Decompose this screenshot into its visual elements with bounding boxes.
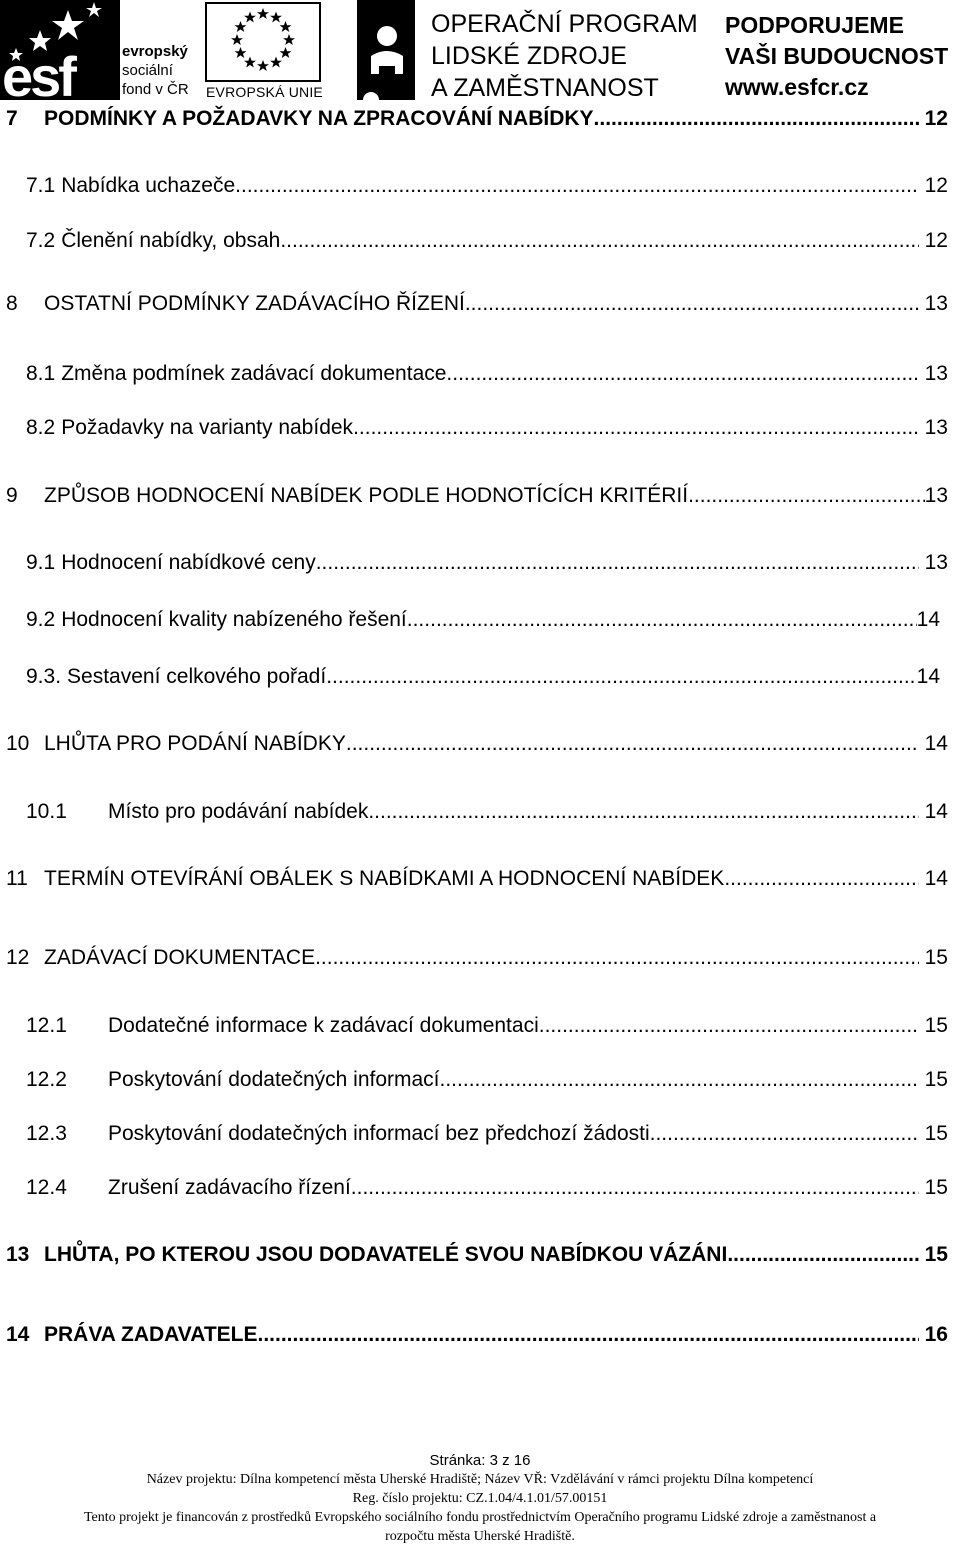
toc-entry[interactable] xyxy=(26,1173,948,1203)
toc-entry-page: 13 xyxy=(918,362,948,385)
toc-entry[interactable] xyxy=(6,1240,948,1270)
toc-dot-leader xyxy=(688,481,925,511)
toc-entry-number: 10 xyxy=(6,732,30,755)
toc-entry-page: 15 xyxy=(918,946,948,969)
esf-name-line1: evropský xyxy=(122,43,188,60)
slogan-line2: VAŠI BUDOUCNOST xyxy=(725,43,949,69)
toc-entry[interactable] xyxy=(26,605,940,635)
toc-entry-title: Místo pro podávání nabídek xyxy=(108,800,369,823)
toc-entry[interactable] xyxy=(6,289,948,319)
toc-entry-number: 7 xyxy=(6,107,18,130)
toc-dot-leader xyxy=(235,171,919,201)
toc-entry-number: 8.2 xyxy=(26,416,56,439)
footer-funding-note: Tento projekt je financován z prostředků Evropského sociálního fondu prostřednictvím Operačního programu Lidské zdroje a zaměstnanost a xyxy=(83,1510,877,1525)
toc-entry-page: 12 xyxy=(918,174,948,197)
toc-entry-title: Změna podmínek zadávací dokumentace xyxy=(61,362,447,385)
toc-entry-title: Dodatečné informace k zadávací dokumentaci xyxy=(108,1014,539,1037)
toc-entry-title: ZADÁVACÍ DOKUMENTACE xyxy=(44,946,316,969)
toc-entry[interactable] xyxy=(6,864,948,894)
toc-entry[interactable] xyxy=(26,797,948,827)
toc-entry-number: 7.2 xyxy=(26,229,56,252)
toc-dot-leader xyxy=(258,1320,919,1350)
toc-entry-number: 10.1 xyxy=(26,800,67,823)
toc-entry-page: 12 xyxy=(918,107,948,130)
toc-entry-page: 15 xyxy=(918,1122,948,1145)
toc-entry-number: 11 xyxy=(6,867,28,890)
toc-entry[interactable] xyxy=(6,943,948,973)
toc-dot-leader xyxy=(724,864,918,894)
toc-entry-title: Poskytování dodatečných informací xyxy=(108,1068,440,1091)
toc-dot-leader xyxy=(594,104,919,134)
toc-entry-title: LHŮTA PRO PODÁNÍ NABÍDKY xyxy=(44,732,346,755)
toc-entry[interactable] xyxy=(6,1320,948,1350)
toc-dot-leader xyxy=(465,289,919,319)
esf-name-line3: fond v ČR xyxy=(122,81,189,98)
toc-dot-leader xyxy=(326,662,916,692)
program-title-line2: LIDSKÉ ZDROJE xyxy=(431,42,627,70)
toc-dot-leader xyxy=(351,1173,919,1203)
toc-entry-number: 9.2 xyxy=(26,608,56,631)
toc-entry-page: 13 xyxy=(924,484,948,507)
footer-registration-number: Reg. číslo projektu: CZ.1.04/4.1.01/57.00151 xyxy=(352,1491,608,1506)
svg-text:esf: esf xyxy=(2,45,74,100)
toc-dot-leader xyxy=(539,1011,919,1041)
toc-entry-number: 9 xyxy=(6,484,18,507)
toc-entry[interactable] xyxy=(26,413,948,443)
toc-entry-page: 14 xyxy=(918,800,948,823)
toc-dot-leader xyxy=(315,943,919,973)
toc-entry[interactable] xyxy=(26,548,948,578)
toc-dot-leader xyxy=(368,797,918,827)
toc-entry-title: Hodnocení kvality nabízeného řešení xyxy=(61,608,407,631)
toc-entry-number: 12.2 xyxy=(26,1068,67,1091)
footer-funding-note-cont: rozpočtu města Uherské Hradiště. xyxy=(385,1529,575,1544)
toc-entry-number: 12.1 xyxy=(26,1014,67,1037)
toc-entry-page: 14 xyxy=(918,732,948,755)
eu-caption: EVROPSKÁ UNIE xyxy=(206,84,323,100)
toc-entry-page: 14 xyxy=(916,608,940,631)
toc-dot-leader xyxy=(727,1240,918,1270)
toc-entry[interactable] xyxy=(26,662,940,692)
toc-dot-leader xyxy=(346,729,919,759)
toc-entry-title: Nabídka uchazeče xyxy=(61,174,236,197)
eu-flag-icon xyxy=(205,2,321,82)
toc-entry-page: 14 xyxy=(918,867,948,890)
esf-name xyxy=(122,42,189,99)
esf-name-line2: sociální xyxy=(122,62,173,79)
toc-entry-number: 8.1 xyxy=(26,362,56,385)
toc-entry-page: 12 xyxy=(918,229,948,252)
slogan-line1: PODPORUJEME xyxy=(725,12,904,38)
toc-entry-page: 15 xyxy=(918,1014,948,1037)
website-link[interactable]: www.esfcr.cz xyxy=(725,74,869,100)
toc-entry-number: 12 xyxy=(6,946,30,969)
toc-entry-title: PODMÍNKY A POŽADAVKY NA ZPRACOVÁNÍ NABÍDKY xyxy=(44,107,594,130)
page-header xyxy=(0,0,960,100)
toc-entry-page: 13 xyxy=(918,416,948,439)
toc-dot-leader xyxy=(353,413,919,443)
toc-entry[interactable] xyxy=(26,359,948,389)
toc-entry-page: 15 xyxy=(918,1176,948,1199)
toc-entry[interactable] xyxy=(6,729,948,759)
page-footer xyxy=(0,1452,960,1546)
toc-entry-page: 14 xyxy=(916,665,940,688)
toc-entry-title: OSTATNÍ PODMÍNKY ZADÁVACÍHO ŘÍZENÍ xyxy=(44,292,465,315)
toc-entry-number: 12.3 xyxy=(26,1122,67,1145)
toc-entry[interactable] xyxy=(6,481,948,511)
toc-entry-number: 7.1 xyxy=(26,174,56,197)
toc-entry-page: 13 xyxy=(918,292,948,315)
esf-logo xyxy=(0,0,120,100)
toc-entry[interactable] xyxy=(26,226,948,256)
toc-dot-leader xyxy=(440,1065,919,1095)
program-title-line3: A ZAMĚSTNANOST xyxy=(431,74,659,102)
toc-entry-number: 8 xyxy=(6,292,18,315)
toc-entry-title: Požadavky na varianty nabídek xyxy=(61,416,354,439)
toc-entry-page: 13 xyxy=(918,551,948,574)
toc-entry-title: Sestavení celkového pořadí xyxy=(67,665,327,688)
toc-entry-title: PRÁVA ZADAVATELE xyxy=(44,1323,258,1346)
toc-entry-number: 12.4 xyxy=(26,1176,67,1199)
toc-dot-leader xyxy=(280,226,918,256)
toc-entry-page: 15 xyxy=(918,1068,948,1091)
toc-entry[interactable] xyxy=(26,171,948,201)
slogan xyxy=(725,10,948,103)
program-title xyxy=(431,8,698,104)
toc-entry-number: 9.3. xyxy=(26,665,62,688)
toc-entry-title: TERMÍN OTEVÍRÁNÍ OBÁLEK S NABÍDKAMI A HODNOCENÍ NABÍDEK xyxy=(44,867,725,890)
page-number: Stránka: 3 z 16 xyxy=(429,1452,531,1469)
toc-entry-number: 13 xyxy=(6,1243,30,1266)
toc-entry-page: 15 xyxy=(918,1243,948,1266)
toc-entry-title: LHŮTA, PO KTEROU JSOU DODAVATELÉ SVOU NABÍDKOU VÁZÁNI xyxy=(44,1243,728,1266)
toc-entry-title: Poskytování dodatečných informací bez předchozí žádosti xyxy=(108,1122,650,1145)
puzzle-person-icon xyxy=(357,0,415,100)
toc-entry-title: ZPŮSOB HODNOCENÍ NABÍDEK PODLE HODNOTÍCÍCH KRITÉRIÍ xyxy=(44,484,689,507)
toc-entry-number: 14 xyxy=(6,1323,30,1346)
toc-entry[interactable] xyxy=(26,1011,948,1041)
toc-entry-page: 16 xyxy=(918,1323,948,1346)
toc-dot-leader xyxy=(407,605,917,635)
program-title-line1: OPERAČNÍ PROGRAM xyxy=(431,10,698,38)
toc-entry[interactable] xyxy=(26,1065,948,1095)
toc-entry-title: Členění nabídky, obsah xyxy=(61,229,281,252)
toc-entry-title: Hodnocení nabídkové ceny xyxy=(61,551,316,574)
footer-project-name: Název projektu: Dílna kompetencí města Uherské Hradiště; Název VŘ: Vzdělávání v rámci projektu Dílna kompetencí xyxy=(146,1472,814,1487)
toc-entry[interactable] xyxy=(26,1119,948,1149)
toc-entry-title: Zrušení zadávacího řízení xyxy=(108,1176,351,1199)
toc-dot-leader xyxy=(316,548,919,578)
toc-dot-leader xyxy=(446,359,918,389)
toc-entry[interactable] xyxy=(6,104,948,134)
toc-entry-number: 9.1 xyxy=(26,551,56,574)
toc-dot-leader xyxy=(650,1119,919,1149)
